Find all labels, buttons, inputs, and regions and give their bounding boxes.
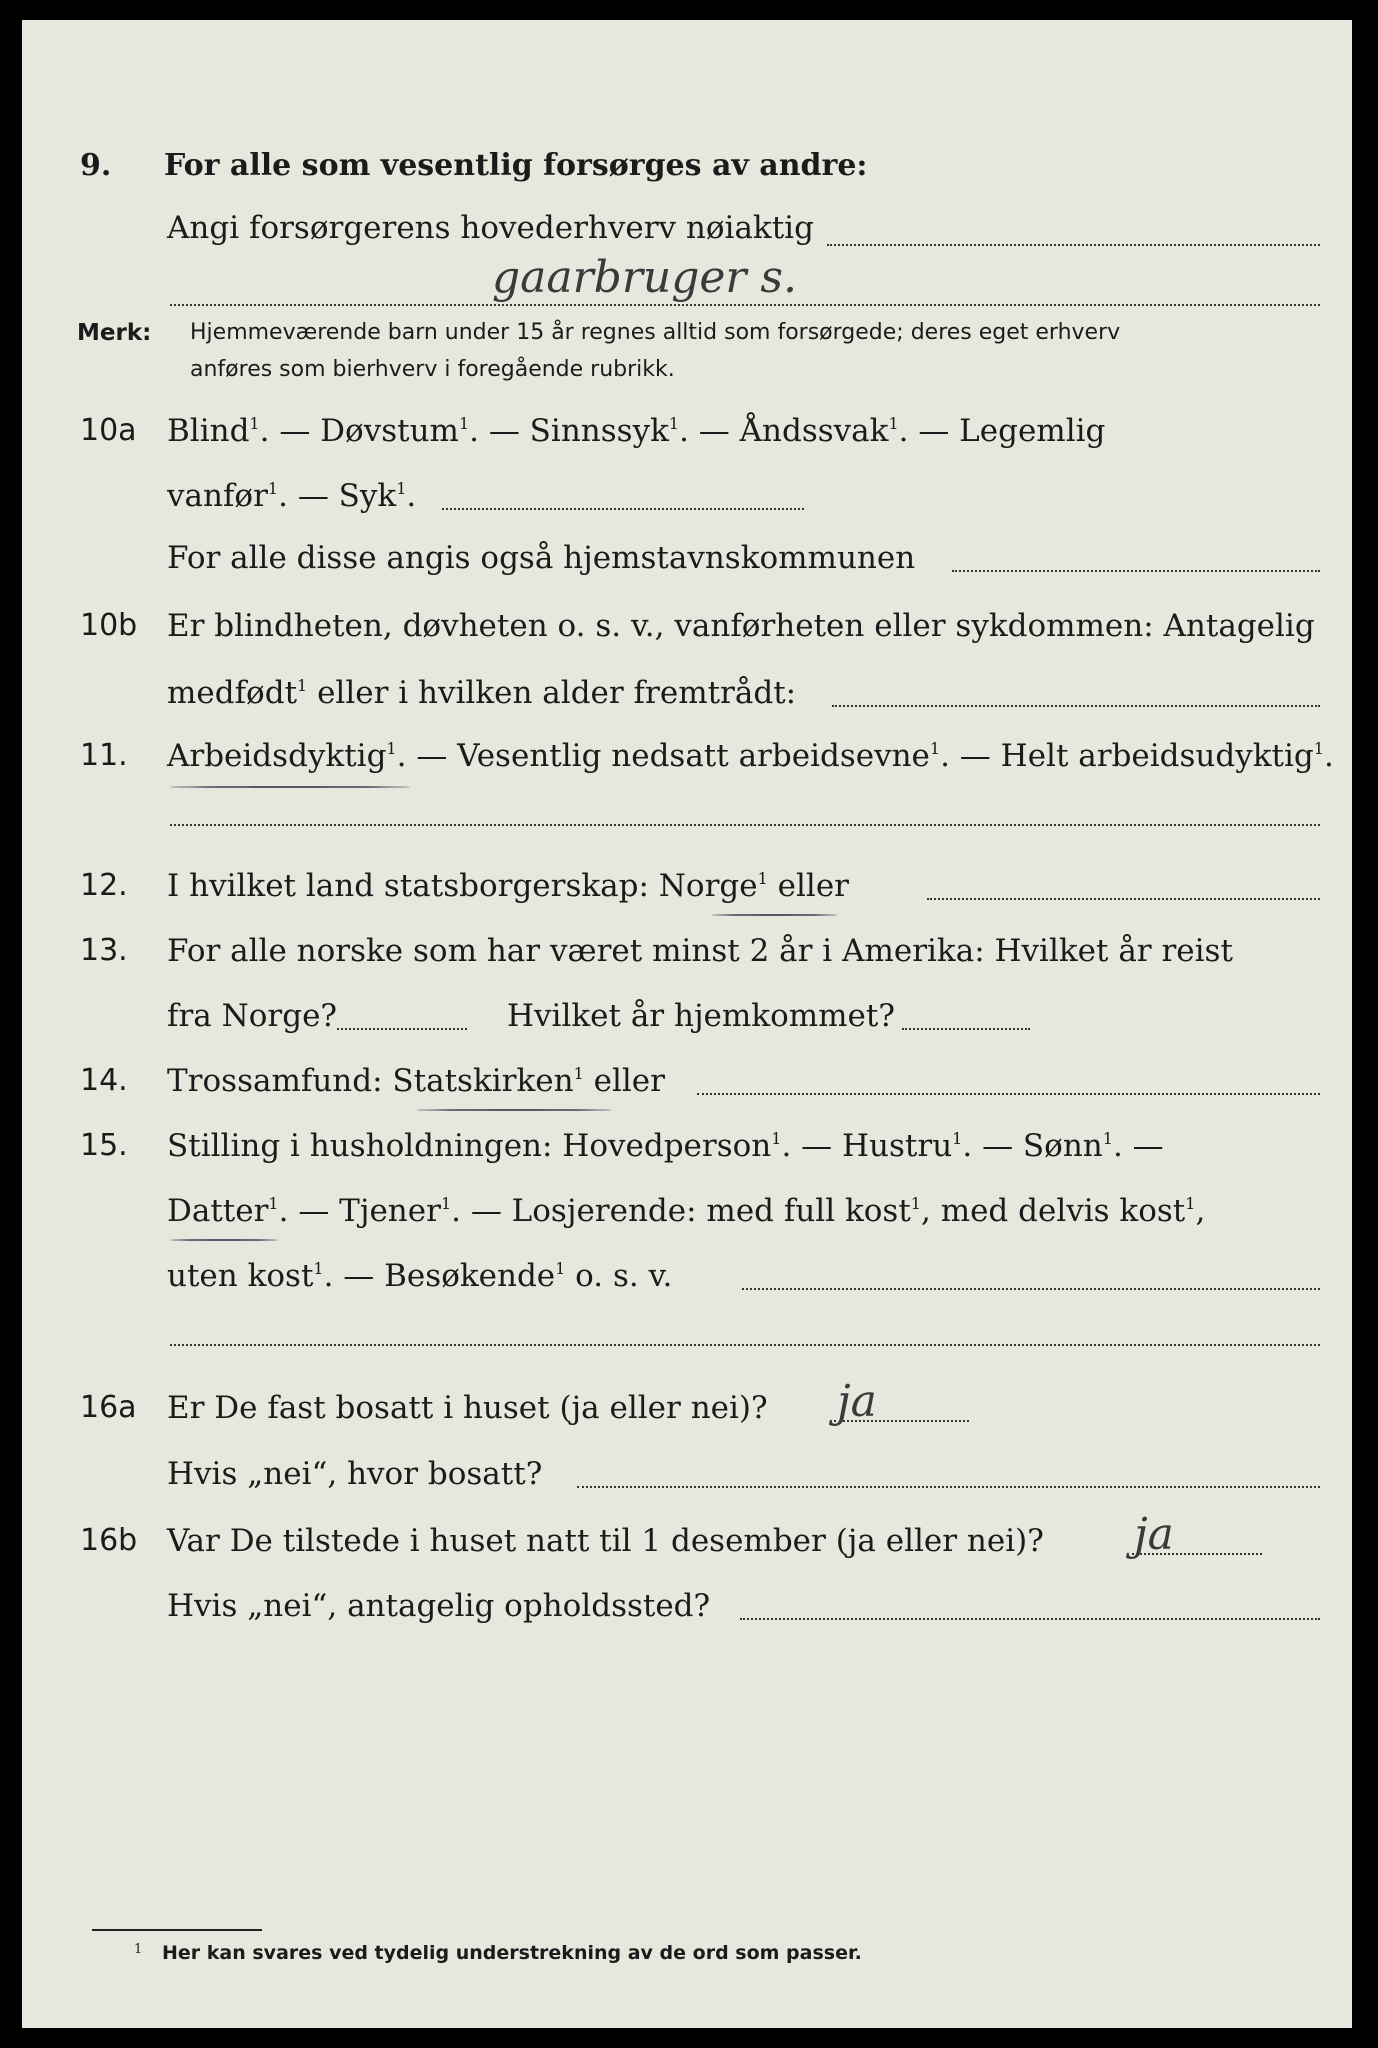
q16b-handwritten-answer: ja (1134, 1509, 1174, 1560)
q10a-hometown-line[interactable] (952, 570, 1320, 572)
q16a-line-1: Er De fast bosatt i huset (ja eller nei)? (167, 1390, 768, 1426)
q14-text: Trossamfund: Statskirken$^1$ eller (167, 1063, 665, 1099)
q13-left-year-line[interactable] (337, 1028, 467, 1030)
q15-number: 15. (80, 1128, 128, 1163)
q10a-line-2: vanfør$^1$. — Syk$^1$. (167, 478, 417, 514)
q12-answer-line[interactable] (927, 898, 1320, 900)
q15-option-datter[interactable]: Datter (167, 1193, 269, 1229)
q15-underline-mark (170, 1239, 278, 1241)
q16a-handwritten-answer: ja (837, 1376, 877, 1427)
q12-underline-mark (712, 914, 837, 916)
q12-text: I hvilket land statsborgerskap: Norge$^1$ eller (167, 868, 849, 904)
footnote-mark: 1 (134, 1942, 143, 1957)
q9-answer-line-2[interactable] (170, 304, 1320, 306)
q10b-line-1: Er blindheten, døvheten o. s. v., vanførheten eller sykdommen: Antagelig (167, 608, 1315, 644)
q11-options: Arbeidsdyktig$^1$. — Vesentlig nedsatt arbeidsevne$^1$. — Helt arbeidsudyktig$^1$. (167, 738, 1334, 774)
q14-underline-mark (417, 1109, 612, 1111)
q13-line-2b: Hvilket år hjemkommet? (507, 998, 895, 1034)
q10a-line-3: For alle disse angis også hjemstavnskommunen (167, 540, 916, 576)
q15-line-2: Datter$^1$. — Tjener$^1$. — Losjerende: med full kost$^1$, med delvis kost$^1$, (167, 1193, 1206, 1229)
q16b-line-2: Hvis „nei“, antagelig opholdssted? (167, 1588, 711, 1624)
q16a-residence-line[interactable] (577, 1486, 1320, 1488)
q15-line-1: Stilling i husholdningen: Hovedperson$^1$. — Hustru$^1$. — Sønn$^1$. — (167, 1128, 1164, 1164)
footnote-rule (92, 1929, 262, 1931)
merk-line-1: Hjemmeværende barn under 15 år regnes alltid som forsørgede; deres eget erhverv (190, 320, 1121, 345)
q9-number: 9. (80, 148, 112, 183)
q13-returned-year-line[interactable] (902, 1028, 1030, 1030)
q10a-answer-line[interactable] (442, 508, 804, 510)
merk-label: Merk: (77, 320, 152, 346)
q12-option-norge[interactable]: Norge (658, 868, 758, 904)
q9-handwritten-answer: gaarbruger s. (492, 252, 797, 303)
q10b-line-2: medfødt$^1$ eller i hvilken alder fremtrådt: (167, 675, 797, 711)
q11-underline-mark (170, 786, 410, 788)
q16a-number: 16a (80, 1390, 137, 1425)
q15-answer-line-2[interactable] (170, 1344, 1320, 1346)
q12-number: 12. (80, 868, 128, 903)
merk-line-2: anføres som bierhverv i foregående rubrikk. (190, 357, 675, 382)
q15-answer-line[interactable] (742, 1288, 1320, 1290)
q10b-number: 10b (80, 608, 138, 643)
q14-option-statskirken[interactable]: Statskirken (392, 1063, 574, 1099)
q16b-number: 16b (80, 1523, 138, 1558)
footnote-text: Her kan svares ved tydelig understrekning av de ord som passer. (162, 1942, 862, 1964)
q13-line-1: For alle norske som har været minst 2 år i Amerika: Hvilket år reist (167, 933, 1233, 969)
q11-number: 11. (80, 738, 128, 773)
q10a-line-1: Blind$^1$. — Døvstum$^1$. — Sinnssyk$^1$. — Åndssvak$^1$. — Legemlig (167, 413, 1106, 449)
q11-option-arbeidsdyktig[interactable]: Arbeidsdyktig (167, 738, 387, 774)
q11-answer-line[interactable] (170, 824, 1320, 826)
q10b-answer-line[interactable] (832, 705, 1320, 707)
q16b-location-line[interactable] (740, 1618, 1320, 1620)
q16b-line-1: Var De tilstede i huset natt til 1 desember (ja eller nei)? (167, 1523, 1044, 1559)
q13-line-2a: fra Norge? (167, 998, 338, 1034)
q10a-number: 10a (80, 413, 137, 448)
q14-answer-line[interactable] (697, 1093, 1320, 1095)
q15-line-3: uten kost$^1$. — Besøkende$^1$ o. s. v. (167, 1258, 673, 1294)
q14-number: 14. (80, 1063, 128, 1098)
q9-heading: For alle som vesentlig forsørges av andre: (164, 148, 868, 183)
q9-answer-line[interactable] (827, 244, 1320, 246)
q16a-line-2: Hvis „nei“, hvor bosatt? (167, 1456, 543, 1492)
q9-prompt: Angi forsørgerens hovederhverv nøiaktig (167, 210, 814, 246)
q13-number: 13. (80, 933, 128, 968)
census-form-page (22, 20, 1352, 2028)
